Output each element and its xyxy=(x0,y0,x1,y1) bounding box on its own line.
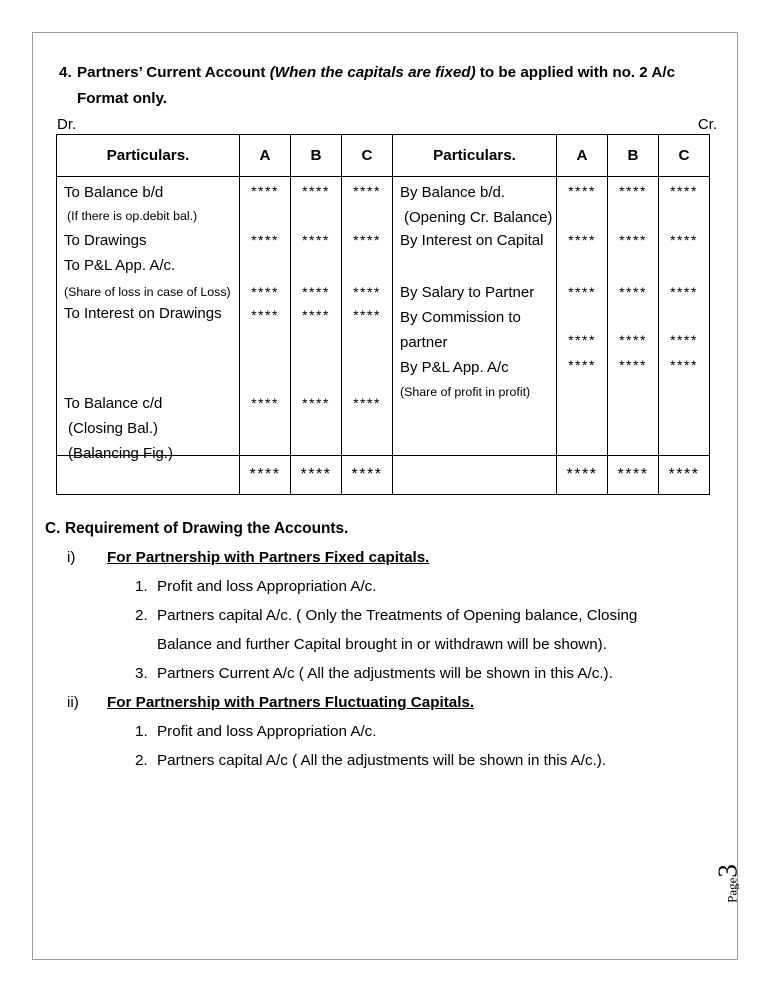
credit-amount-b xyxy=(608,177,659,456)
page-sheet xyxy=(32,32,738,960)
amount-marker: **** xyxy=(251,284,279,300)
credit-entry-7: (Share of profit in profit) xyxy=(400,385,531,399)
credit-amount-a xyxy=(557,177,608,456)
credit-particulars-cell xyxy=(393,177,557,456)
amount-marker: **** xyxy=(353,307,381,323)
debit-entry-6: To Balance c/d xyxy=(64,395,163,412)
list-item-i-2 xyxy=(135,601,735,630)
amount-marker: **** xyxy=(670,284,698,300)
amount-marker: **** xyxy=(568,357,596,373)
amount-marker: **** xyxy=(568,284,596,300)
amount-marker: **** xyxy=(619,232,647,248)
list-item-ii-1 xyxy=(135,717,735,746)
amount-marker: **** xyxy=(670,357,698,373)
amount-marker: **** xyxy=(302,232,330,248)
partners-current-account-table xyxy=(56,134,710,495)
section-c xyxy=(45,514,735,775)
roman-heading-ii: For Partnership with Partners Fluctuating Capitals. xyxy=(107,694,475,711)
total-credit-c: **** xyxy=(659,456,710,495)
section-c-label: C. xyxy=(45,520,61,537)
debit-entry-0: To Balance b/d xyxy=(64,184,164,201)
amount-marker: **** xyxy=(619,284,647,300)
page-word: Page xyxy=(724,877,740,903)
debit-entry-5: To Interest on Drawings xyxy=(64,305,222,322)
debit-entry-4: (Share of loss in case of Loss) xyxy=(64,285,231,299)
debit-entry-3: To P&L App. A/c. xyxy=(64,257,176,274)
amount-marker: **** xyxy=(619,183,647,199)
credit-label: Cr. xyxy=(697,116,717,133)
debit-amount-b xyxy=(291,177,342,456)
list-item-roman-i xyxy=(67,543,735,572)
list-item-i-3 xyxy=(135,659,735,688)
amount-marker: **** xyxy=(302,307,330,323)
debit-amount-c xyxy=(342,177,393,456)
header-credit-c: C xyxy=(659,135,710,177)
item-text: Profit and loss Appropriation A/c. xyxy=(157,578,377,595)
header-credit-b: B xyxy=(608,135,659,177)
item-number: 2. xyxy=(135,607,148,624)
credit-entry-4: By Commission to xyxy=(400,309,521,326)
amount-marker: **** xyxy=(670,332,698,348)
debit-entry-2: To Drawings xyxy=(64,232,147,249)
list-item-i-2-continuation: Balance and further Capital brought in or withdrawn will be shown). xyxy=(157,636,607,653)
page-number-value: 3 xyxy=(712,864,743,878)
heading-line-1 xyxy=(59,60,719,86)
amount-marker: **** xyxy=(302,183,330,199)
credit-entry-3: By Salary to Partner xyxy=(400,284,535,301)
amount-marker: **** xyxy=(251,307,279,323)
header-debit-b: B xyxy=(291,135,342,177)
heading-block xyxy=(59,60,719,112)
amount-marker: **** xyxy=(251,183,279,199)
total-credit-a: **** xyxy=(557,456,608,495)
roman-numeral-i: i) xyxy=(67,549,76,566)
amount-marker: **** xyxy=(353,183,381,199)
amount-marker: **** xyxy=(619,332,647,348)
credit-entry-1: (Opening Cr. Balance) xyxy=(404,209,553,226)
amount-marker: **** xyxy=(353,284,381,300)
table-header-row xyxy=(57,135,710,177)
item-number: 1. xyxy=(135,723,148,740)
total-debit-c: **** xyxy=(342,456,393,495)
list-item-roman-ii xyxy=(67,688,735,717)
roman-heading-i: For Partnership with Partners Fixed capitals. xyxy=(107,549,430,566)
amount-marker: **** xyxy=(670,183,698,199)
page-number-footer xyxy=(700,820,754,940)
header-particulars-credit: Particulars. xyxy=(393,135,557,177)
debit-entry-7: (Closing Bal.) xyxy=(68,420,159,437)
amount-marker: **** xyxy=(251,395,279,411)
heading-line-2: Format only. xyxy=(77,90,168,107)
debit-label: Dr. xyxy=(57,116,77,133)
header-debit-a: A xyxy=(240,135,291,177)
list-item-i-1 xyxy=(135,572,735,601)
debit-entry-8: (Balancing Fig.) xyxy=(68,445,174,462)
amount-marker: **** xyxy=(302,284,330,300)
debit-particulars-cell xyxy=(57,177,240,462)
total-debit-a: **** xyxy=(240,456,291,495)
debit-entry-1: (If there is op.debit bal.) xyxy=(67,209,198,223)
item-number: 2. xyxy=(135,752,148,769)
amount-marker: **** xyxy=(670,232,698,248)
amount-marker: **** xyxy=(251,232,279,248)
item-text: Partners Current A/c ( All the adjustments will be shown in this A/c.). xyxy=(157,665,613,682)
amount-marker: **** xyxy=(619,357,647,373)
section-c-heading xyxy=(45,514,735,543)
amount-marker: **** xyxy=(353,232,381,248)
header-debit-c: C xyxy=(342,135,393,177)
amount-marker: **** xyxy=(302,395,330,411)
roman-numeral-ii: ii) xyxy=(67,694,79,711)
total-debit-b: **** xyxy=(291,456,342,495)
list-item-ii-2 xyxy=(135,746,735,775)
credit-entry-6: By P&L App. A/c xyxy=(400,359,509,376)
section-c-title: Requirement of Drawing the Accounts. xyxy=(65,520,349,537)
amount-marker: **** xyxy=(568,232,596,248)
amount-marker: **** xyxy=(353,395,381,411)
credit-entry-2: By Interest on Capital xyxy=(400,232,544,249)
heading-text-italic: (When the capitals are fixed) xyxy=(269,64,476,81)
credit-entry-0: By Balance b/d. xyxy=(400,184,506,201)
credit-entry-5: partner xyxy=(400,334,448,351)
item-number: 1. xyxy=(135,578,148,595)
header-credit-a: A xyxy=(557,135,608,177)
amount-marker: **** xyxy=(568,332,596,348)
heading-text-bold-2: to be applied with no. 2 A/c xyxy=(475,64,676,81)
heading-number: 4. xyxy=(59,64,72,81)
table-body-row xyxy=(57,177,710,456)
total-credit-b: **** xyxy=(608,456,659,495)
debit-credit-labels xyxy=(57,116,717,133)
heading-text-bold-1: Partners’ Current Account xyxy=(77,64,270,81)
credit-amount-c xyxy=(659,177,710,456)
total-blank-credit xyxy=(393,456,557,495)
item-text: Partners capital A/c. ( Only the Treatments of Opening balance, Closing xyxy=(157,607,638,624)
item-number: 3. xyxy=(135,665,148,682)
item-text: Profit and loss Appropriation A/c. xyxy=(157,723,377,740)
amount-marker: **** xyxy=(568,183,596,199)
item-text: Partners capital A/c ( All the adjustments will be shown in this A/c.). xyxy=(157,752,607,769)
header-particulars-debit: Particulars. xyxy=(57,135,240,177)
debit-amount-a xyxy=(240,177,291,456)
